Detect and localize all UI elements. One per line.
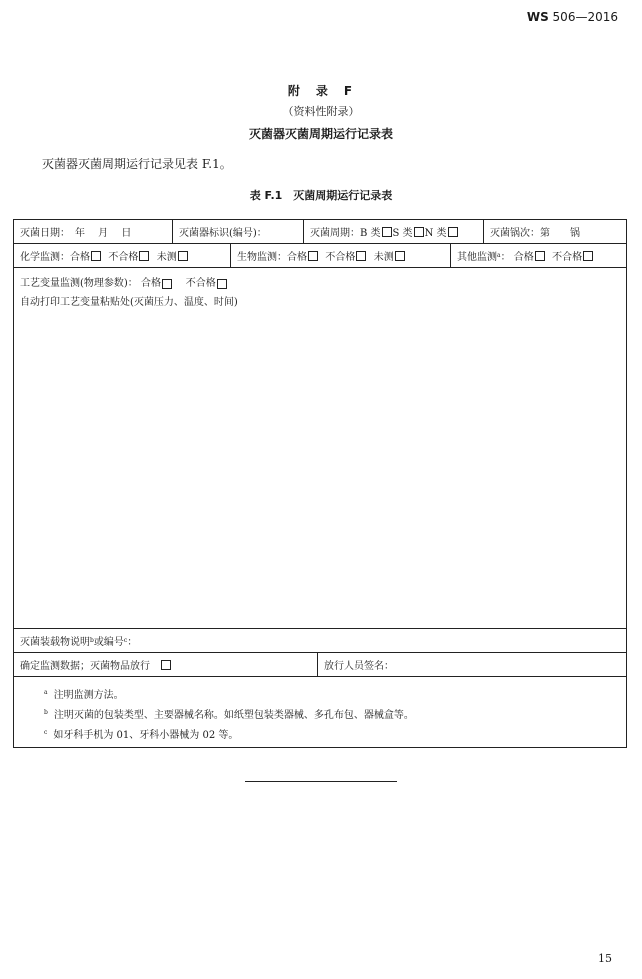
cycle-s-checkbox[interactable] — [414, 227, 424, 237]
print-paste-area-label: 自动打印工艺变量粘贴处(灭菌压力、温度、时间) — [20, 297, 238, 308]
table-row-release — [14, 653, 626, 677]
date-label: 灭菌日期： 年 月 日 — [20, 228, 132, 239]
other-monitor-label: 其他监测 — [457, 252, 497, 263]
load-label-end: ： — [127, 637, 138, 648]
page-number: 15 — [598, 952, 612, 965]
intro-paragraph: 灭菌器灭菌周期运行记录见表 F.1。 — [42, 157, 232, 171]
appendix-type: （资料性附录） — [282, 105, 360, 118]
bio-untested-checkbox[interactable] — [395, 251, 405, 261]
cycle-s-label: S 类 — [392, 228, 413, 239]
bio-fail-checkbox[interactable] — [356, 251, 366, 261]
table-caption: 表 F.1 灭菌周期运行记录表 — [249, 189, 393, 202]
footnote-a-text: 注明监测方法。 — [53, 690, 124, 701]
process-fail-label: 不合格 — [185, 278, 216, 289]
footnote-c — [44, 726, 238, 741]
load-label-mid: 或编号 — [93, 637, 124, 648]
other-monitor-colon: ： — [500, 252, 511, 263]
other-fail-label: 不合格 — [552, 252, 583, 263]
footnote-b — [44, 706, 414, 721]
chem-pass-checkbox[interactable] — [91, 251, 101, 261]
table-row-monitoring — [14, 244, 626, 268]
cycle-b-label: B 类 — [360, 228, 381, 239]
other-monitor-cell — [450, 244, 626, 267]
process-monitor-label: 工艺变量监测(物理参数)： — [20, 278, 138, 289]
batch-cell — [483, 220, 626, 243]
footnote-b-text: 注明灭菌的包装类型、主要器械名称。如纸塑包装类器械、多孔布包、器械盒等。 — [53, 710, 414, 721]
footnote-a — [44, 686, 124, 701]
end-rule — [245, 781, 397, 782]
process-monitor-line — [20, 274, 228, 289]
chem-fail-label: 不合格 — [108, 252, 139, 263]
cycle-cell — [303, 220, 483, 243]
table-row-process-variables — [14, 268, 626, 629]
chem-monitor-cell — [14, 244, 230, 267]
sterilizer-id-label: 灭菌器标识(编号)： — [179, 228, 267, 239]
footnote-c-text: 如牙科手机为 01、牙科小器械为 02 等。 — [53, 730, 239, 741]
chem-fail-checkbox[interactable] — [139, 251, 149, 261]
chem-monitor-label: 化学监测： — [20, 252, 70, 263]
cycle-label: 灭菌周期： — [310, 228, 360, 239]
release-confirm-label: 确定监测数据；灭菌物品放行 — [20, 661, 150, 672]
load-cell — [14, 629, 626, 652]
table-row-load — [14, 629, 626, 653]
chem-untested-label: 未测 — [156, 252, 177, 263]
chem-untested-checkbox[interactable] — [178, 251, 188, 261]
other-pass-label: 合格 — [513, 252, 534, 263]
standard-prefix: WS — [526, 10, 549, 24]
bio-untested-label: 未测 — [373, 252, 394, 263]
bio-pass-label: 合格 — [287, 252, 307, 263]
cycle-n-checkbox[interactable] — [448, 227, 458, 237]
footnote-a-mark: a — [44, 688, 48, 696]
date-cell — [14, 220, 172, 243]
standard-code: 506—2016 — [552, 10, 618, 24]
load-label: 灭菌装载物说明 — [20, 637, 90, 648]
process-fail-checkbox[interactable] — [217, 279, 227, 289]
other-fail-checkbox[interactable] — [583, 251, 593, 261]
other-monitor-footnote-mark: a — [497, 252, 501, 259]
appendix-title: 附 录 F — [287, 84, 355, 98]
other-pass-checkbox[interactable] — [535, 251, 545, 261]
footnote-b-mark: b — [44, 708, 48, 716]
bio-monitor-cell — [230, 244, 450, 267]
bio-pass-checkbox[interactable] — [308, 251, 318, 261]
bio-fail-label: 不合格 — [325, 252, 356, 263]
standard-number — [527, 10, 618, 24]
process-pass-checkbox[interactable] — [162, 279, 172, 289]
release-sign-cell — [317, 653, 626, 676]
release-sign-label: 放行人员签名： — [324, 661, 394, 672]
release-checkbox[interactable] — [161, 660, 171, 670]
record-table — [13, 219, 627, 748]
footnote-c-mark: c — [44, 728, 48, 736]
bio-monitor-label: 生物监测： — [237, 252, 287, 263]
load-footnote-c: c — [123, 637, 128, 644]
table-row-date — [14, 220, 626, 244]
appendix-name: 灭菌器灭菌周期运行记录表 — [248, 127, 393, 141]
load-footnote-b: b — [90, 637, 94, 644]
release-confirm-cell — [14, 653, 317, 676]
chem-pass-label: 合格 — [70, 252, 90, 263]
process-pass-label: 合格 — [141, 278, 161, 289]
cycle-b-checkbox[interactable] — [382, 227, 392, 237]
batch-label: 灭菌锅次：第 锅 — [490, 228, 580, 239]
sterilizer-id-cell — [172, 220, 303, 243]
cycle-n-label: N 类 — [424, 228, 447, 239]
